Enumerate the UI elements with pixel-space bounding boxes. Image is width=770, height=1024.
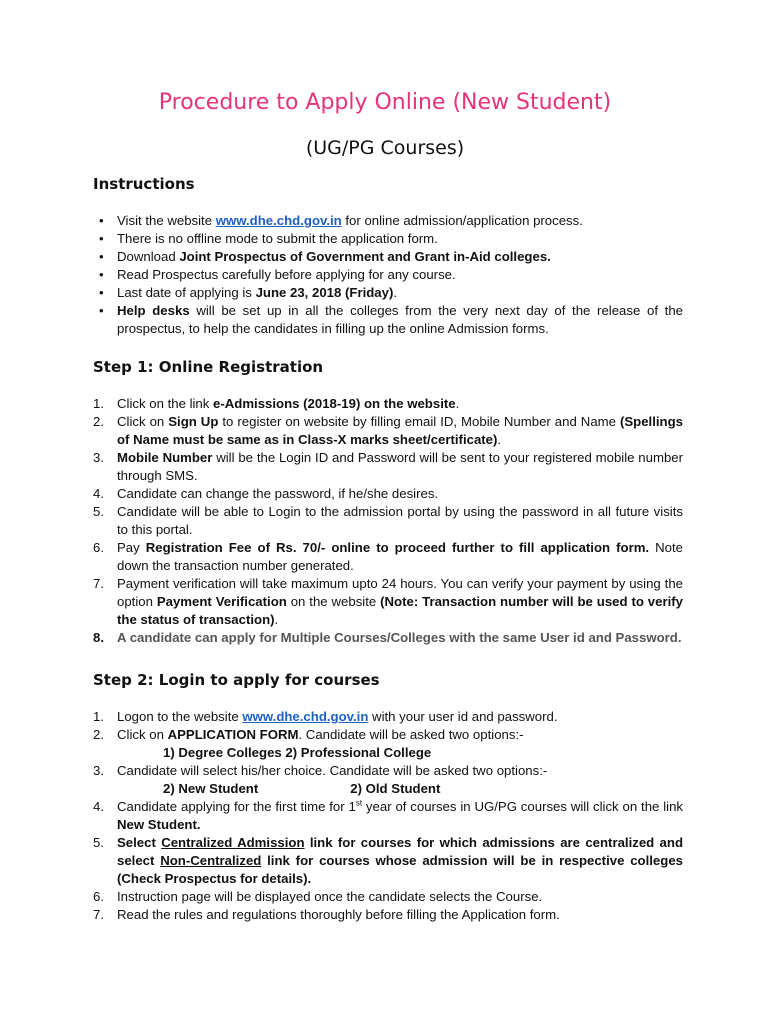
list-item: 2. Click on APPLICATION FORM. Candidate will be asked two options:-: [93, 727, 524, 742]
step1-heading: Step 1: Online Registration: [93, 358, 324, 376]
list-item: 5. Candidate will be able to Login to the admission portal by using the password in all future visits to this portal.: [93, 504, 683, 537]
instructions-heading: Instructions: [93, 175, 195, 193]
option-line: 1) Degree Colleges 2) Professional College: [163, 745, 432, 760]
website-link[interactable]: www.dhe.chd.gov.in: [215, 213, 342, 228]
list-item: 7. Payment verification will take maximum upto 24 hours. You can verify your payment by using the option Payment Verification on the website (Note: Transaction number will be used to verify the status of transaction).: [93, 576, 683, 627]
instructions-list: [93, 212, 683, 338]
list-item: 6. Instruction page will be displayed once the candidate selects the Course.: [93, 889, 543, 904]
list-item: • Last date of applying is June 23, 2018 (Friday).: [99, 285, 398, 300]
step2-heading: Step 2: Login to apply for courses: [93, 671, 380, 689]
list-item: 1. Logon to the website www.dhe.chd.gov.in with your user id and password.: [93, 709, 558, 724]
list-item: 1. Click on the link e-Admissions (2018-19) on the website.: [93, 396, 460, 411]
list-item: 4. Candidate can change the password, if he/she desires.: [93, 486, 439, 501]
website-link[interactable]: www.dhe.chd.gov.in: [242, 709, 369, 724]
list-item: 6. Pay Registration Fee of Rs. 70/- online to proceed further to fill application form. Note down the transaction number generated.: [93, 540, 683, 573]
list-item: 4. Candidate applying for the first time for 1st year of courses in UG/PG courses will click on the link New Student.: [93, 798, 684, 832]
list-item: • Help desks will be set up in all the colleges from the very next day of the release of the prospectus, to help the candidates in filling up the online Admission forms.: [99, 303, 683, 336]
page-title: Procedure to Apply Online (New Student): [158, 90, 612, 115]
option-line: 2) New Student 2) Old Student: [163, 781, 441, 796]
step1-list: [93, 395, 683, 647]
list-item: • There is no offline mode to submit the application form.: [99, 231, 438, 246]
list-item: • Download Joint Prospectus of Government and Grant in-Aid colleges.: [99, 249, 551, 264]
page-subtitle: (UG/PG Courses): [305, 137, 465, 159]
list-item: 5. Select Centralized Admission link for courses for which admissions are centralized and select Non-Centralized link for courses whose admission will be in respective colleges (Check Prospectus for details).: [93, 835, 683, 886]
list-item: • Read Prospectus carefully before applying for any course.: [99, 267, 456, 282]
list-item: • Visit the website www.dhe.chd.gov.in for online admission/application process.: [99, 213, 583, 228]
list-item: 2. Click on Sign Up to register on website by filling email ID, Mobile Number and Name (Spellings of Name must be same as in Class-X marks sheet/certificate).: [93, 414, 683, 447]
step2-list: [93, 708, 683, 924]
list-item: 3. Mobile Number will be the Login ID and Password will be sent to your registered mobile number through SMS.: [93, 450, 683, 483]
list-item: 7. Read the rules and regulations thoroughly before filling the Application form.: [93, 907, 560, 922]
list-item: 8. A candidate can apply for Multiple Courses/Colleges with the same User id and Password.: [93, 630, 682, 645]
list-item: 3. Candidate will select his/her choice. Candidate will be asked two options:-: [93, 763, 548, 778]
